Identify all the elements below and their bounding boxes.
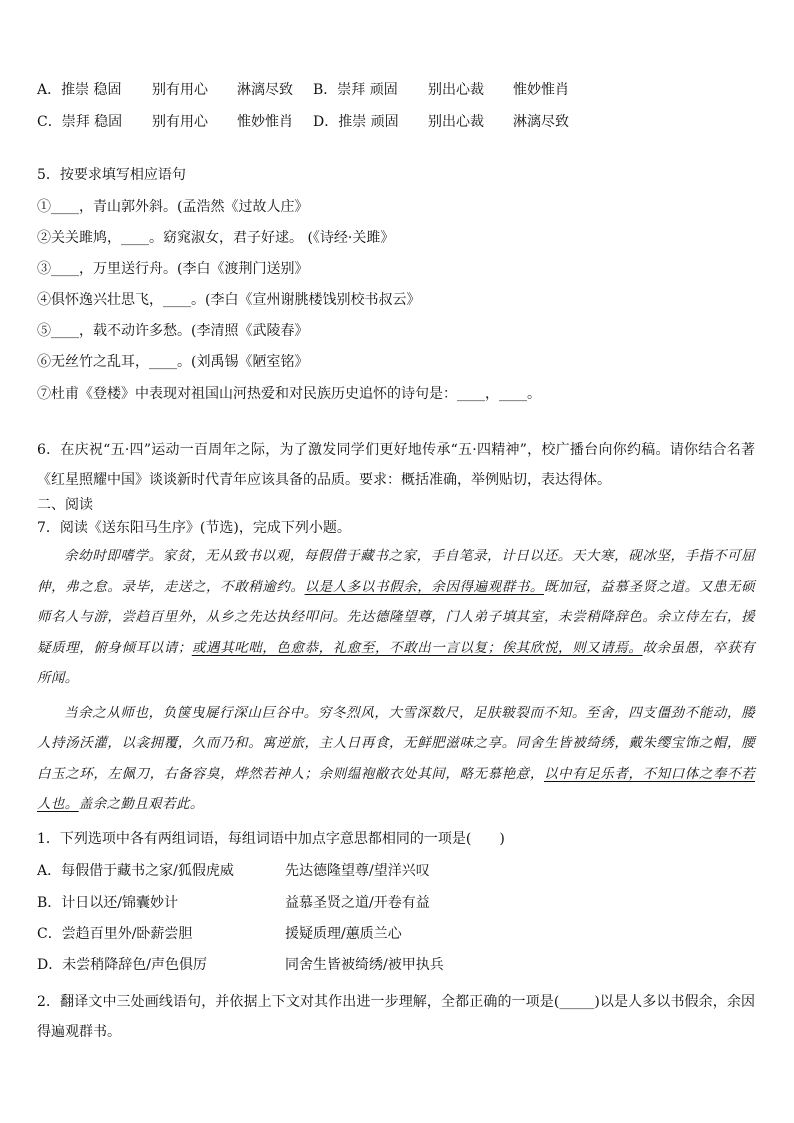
option-text: 益慕圣贤之道/开卷有益 xyxy=(285,895,430,911)
option-text: C．尝趋百里外/卧薪尝胆 xyxy=(37,926,193,942)
passage-text: 故余虽愚，卒获有所闻。 xyxy=(37,639,755,686)
q5-item: ④俱怀逸兴壮思飞，____。(李白《宣州谢朓楼饯别校书叔云》 xyxy=(37,292,421,308)
passage-text: 盖余之勤且艰若此。 xyxy=(78,796,204,812)
passage-text: 余幼时即嗜学。家贫，无从致书以观，每假借于藏书之家，手自笔录，计日以还。天大寒，砚冰坚，手指不可屈伸，弗之怠。录毕，走送之，不敢稍逾约。 xyxy=(37,548,755,595)
q4-option-row-2 xyxy=(37,112,569,132)
q5-item: ⑦杜甫《登楼》中表现对祖国山河热爱和对民族历史追怀的诗句是：____，____。 xyxy=(37,386,541,402)
sub-question-1-title: 1．下列选项中各有两组词语，每组词语中加点字意思都相同的一项是( ) xyxy=(37,831,505,847)
option-label: B．崇拜 顽固 xyxy=(313,82,398,98)
option-text: 先达德隆望尊/望洋兴叹 xyxy=(285,863,430,879)
sub-question-2: 2．翻译文中三处画线语句，并依据上下文对其作出进一步理解，全都正确的一项是(_____)以是人多以书假余，余因得遍观群书。 xyxy=(37,994,755,1040)
underlined-sentence: 或遇其叱咄，色愈恭，礼愈至，不敢出一言以复；俟其欣悦，则又请焉。 xyxy=(191,639,643,656)
option-word: 惟妙惟肖 xyxy=(237,114,293,130)
option-word: 惟妙惟肖 xyxy=(513,82,569,98)
option-text: B．计日以还/锦囊妙计 xyxy=(37,895,179,911)
sub1-option-c xyxy=(37,924,402,944)
q5-item: ⑤____，载不动许多愁。(李清照《武陵春》 xyxy=(37,323,309,339)
option-word: 别出心裁 xyxy=(428,82,484,98)
option-label: C．崇拜 稳固 xyxy=(37,114,123,130)
option-word: 别出心裁 xyxy=(428,114,484,130)
q5-title: 5．按要求填写相应语句 xyxy=(37,167,186,183)
passage-paragraph-1 xyxy=(37,541,755,694)
q5-item: ⑥无丝竹之乱耳，____。(刘禹锡《陋室铭》 xyxy=(37,354,309,370)
option-label: D．推崇 顽固 xyxy=(313,114,399,130)
sub1-option-d xyxy=(37,955,444,975)
option-word: 淋漓尽致 xyxy=(513,114,569,130)
sub1-option-b xyxy=(37,893,430,913)
passage-paragraph-2 xyxy=(37,698,755,820)
section-heading: 二、阅读 xyxy=(37,497,93,513)
sub1-option-a xyxy=(37,861,430,881)
q6-question: 6．在庆祝“五·四”运动一百周年之际，为了激发同学们更好地传承“五·四精神”，校广播台向你约稿。请你结合名著《红星照耀中国》谈谈新时代青年应该具备的品质。要求：概括准确，举例贴切，表达得体。 xyxy=(37,442,755,488)
passage-text: 既加冠，益慕圣贤之道。又患无硕师名人与游，尝趋百里外，从乡之先达执经叩问。先达德隆望尊，门人弟子填其室，未尝稍降辞色。余立侍左右，援疑质理，俯身倾耳以请； xyxy=(37,578,755,656)
underlined-sentence: 以中有足乐者，不知口体之奉不若人也。 xyxy=(37,765,755,812)
q7-title: 7．阅读《送东阳马生序》(节选)，完成下列小题。 xyxy=(37,520,351,536)
option-text: 同舍生皆被绮绣/被甲执兵 xyxy=(285,957,444,973)
passage-text: 当余之从师也，负箧曳屣行深山巨谷中。穷冬烈风，大雪深数尺，足肤皲裂而不知。至舍，四支僵劲不能动，媵人持汤沃灌，以衾拥覆，久而乃和。寓逆旅，主人日再食，无鲜肥滋味之享。同舍生皆被绮绣，戴朱缨宝饰之帽，腰白玉之环，左佩刀，右备容臭，烨然若神人；余则缊袍敝衣处其间，略无慕艳意， xyxy=(37,704,755,782)
q5-item: ①____，青山郭外斜。(孟浩然《过故人庄》 xyxy=(37,199,309,215)
underlined-sentence: 以是人多以书假余，余因得遍观群书。 xyxy=(304,578,544,595)
option-word: 别有用心 xyxy=(152,114,208,130)
q5-item: ③____，万里送行舟。(李白《渡荆门送别》 xyxy=(37,261,309,277)
q4-option-row-1 xyxy=(37,80,569,100)
option-word: 淋漓尽致 xyxy=(237,82,293,98)
option-label: A．推崇 稳固 xyxy=(37,82,122,98)
option-text: D．未尝稍降辞色/声色俱厉 xyxy=(37,957,207,973)
q5-item: ②关关雎鸠，____。窈窕淑女，君子好逑。 (《诗经·关雎》 xyxy=(37,230,395,246)
option-text: 援疑质理/蕙质兰心 xyxy=(285,926,402,942)
option-text: A．每假借于藏书之家/狐假虎威 xyxy=(37,863,234,879)
option-word: 别有用心 xyxy=(152,82,208,98)
reading-passage xyxy=(37,541,755,820)
